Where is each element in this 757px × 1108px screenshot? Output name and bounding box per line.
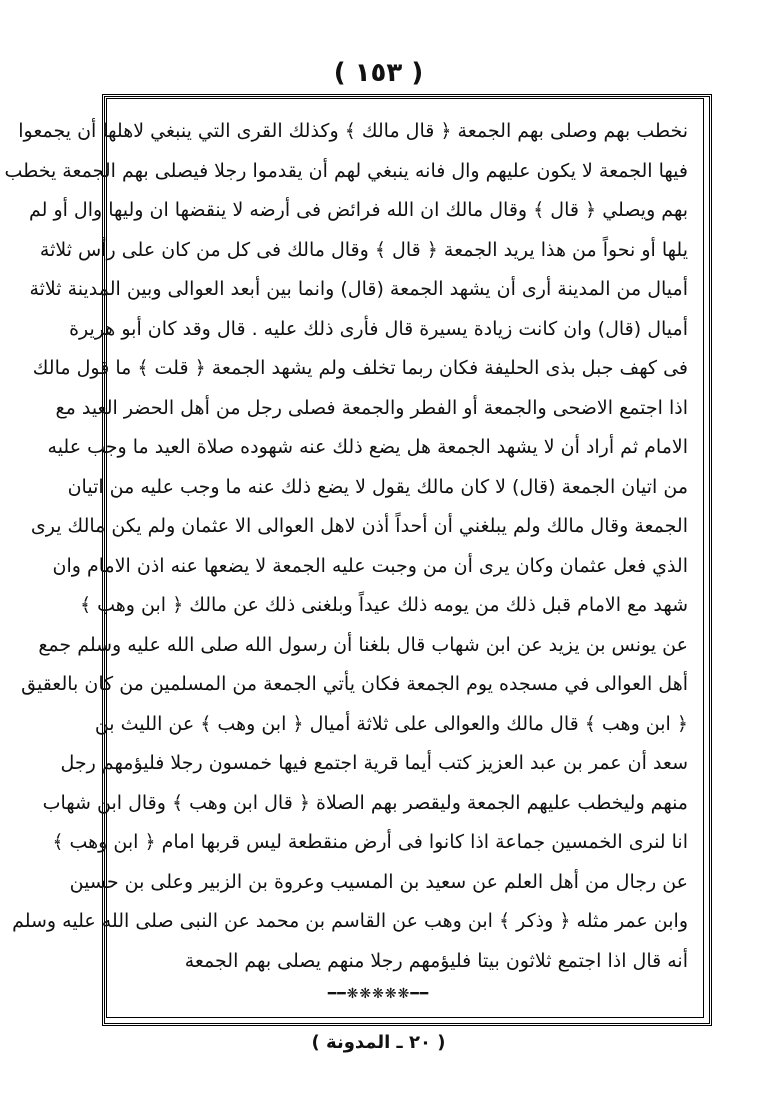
text-line: سعد أن عمر بن عبد العزيز كتب أيما قرية اجتمع فيها خمسون رجلا فليؤمهم رجل bbox=[60, 752, 688, 774]
text-line: عن يونس بن يزيد عن ابن شهاب قال بلغنا أن رسول الله صلى الله عليه وسلم جمع bbox=[38, 633, 688, 656]
text-line: من اتيان الجمعة (قال) لا كان مالك يقول لا يضع ذلك عنه ما وجب عليه من اتيان bbox=[67, 475, 688, 498]
text-line: أهل العوالى في مسجده يوم الجمعة فكان يأتي الجمعة من المسلمين من كان بالعقيق bbox=[21, 673, 688, 695]
footer-signature: ( ٢٠ ـ المدونة ) bbox=[311, 1032, 446, 1053]
text-line: بهم ويصلي ﴿ قال ﴾ وقال مالك ان الله فرائض فى أرضه لا ينقضها ان وليها وال أو لم bbox=[28, 199, 688, 221]
section-ornament: ━━❋❋❋❋❋━━ bbox=[327, 986, 430, 1002]
text-line: أميال (قال) وان كانت زيادة يسيرة قال فأرى ذلك عليه . قال وقد كان أبو هريرة bbox=[69, 317, 688, 340]
text-line: منهم وليخطب عليهم الجمعة وليقصر بهم الصلاة ﴿ قال ابن وهب ﴾ وقال ابن شهاب bbox=[42, 791, 688, 814]
text-line: ﴿ ابن وهب ﴾ قال مالك والعوالى على ثلاثة أميال ﴿ ابن وهب ﴾ عن الليث بن bbox=[94, 712, 688, 735]
text-line: اذا اجتمع الاضحى والجمعة أو الفطر والجمعة فصلى رجل من أهل الحضر العيد مع bbox=[55, 396, 688, 419]
text-line: أنه قال اذا اجتمع ثلاثون بيتا فليؤمهم رجلا منهم يصلى بهم الجمعة bbox=[184, 949, 688, 972]
text-line: شهد مع الامام قبل ذلك من يومه ذلك عيداً وبلغنى ذلك عن مالك ﴿ ابن وهب ﴾ bbox=[79, 594, 688, 616]
body-text bbox=[4, 112, 688, 981]
text-line: الذي فعل عثمان وكان يرى أن من وجبت عليه الجمعة لا يضعها عنه اذن الامام وان bbox=[52, 554, 688, 577]
text-line: وابن عمر مثله ﴿ وذكر ﴾ ابن وهب عن القاسم بن محمد عن النبى صلى الله عليه وسلم bbox=[12, 910, 688, 932]
text-line: فيها الجمعة لا يكون عليهم وال فانه ينبغي لهم أن يقدموا رجلا فيصلى بهم الجمعة يخطب bbox=[4, 159, 688, 182]
text-line: الجمعة وقال مالك ولم يبلغني أن أحداً أذن لاهل العوالى الا عثمان ولم يكن مالك يرى bbox=[30, 515, 688, 537]
text-line: أميال من المدينة أرى أن يشهد الجمعة (قال) وانما بين أبعد العوالى وبين المدينة ثلاثة bbox=[29, 278, 688, 300]
text-line: يلها أو نحواً من هذا يريد الجمعة ﴿ قال ﴾ وقال مالك فى كل من كان على رأس ثلاثة bbox=[39, 238, 688, 261]
text-line: الامام ثم أراد أن لا يشهد الجمعة هل يضع ذلك عنه شهوده صلاة العيد ما وجب عليه bbox=[47, 436, 688, 458]
page-number: ( ١٥٣ ) bbox=[333, 58, 424, 88]
text-line: فى كهف جبل بذى الحليفة فكان ربما تخلف ولم يشهد الجمعة ﴿ قلت ﴾ ما قول مالك bbox=[32, 357, 688, 379]
text-line: عن رجال من أهل العلم عن سعيد بن المسيب وعروة بن الزبير وعلى بن حسين bbox=[69, 870, 688, 893]
text-line: نخطب بهم وصلى بهم الجمعة ﴿ قال مالك ﴾ وكذلك القرى التي ينبغي لاهلها أن يجمعوا bbox=[18, 120, 688, 142]
text-line: انا لنرى الخمسين جماعة اذا كانوا فى أرض منقطعة ليس قربها امام ﴿ ابن وهب ﴾ bbox=[52, 831, 688, 853]
